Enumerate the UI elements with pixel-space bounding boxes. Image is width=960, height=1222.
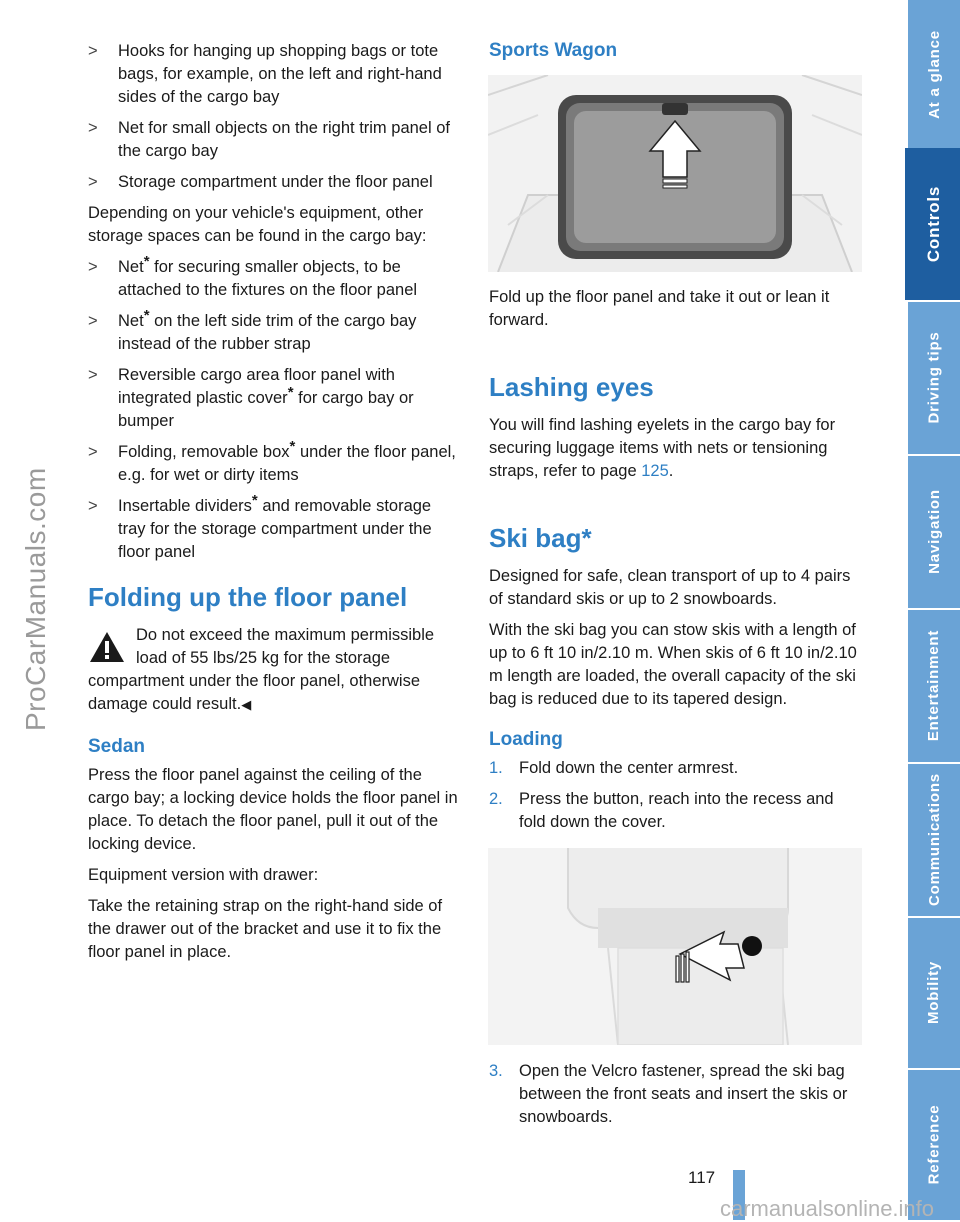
tab-label: Navigation [925, 488, 943, 574]
bullet-marker: > [88, 443, 98, 461]
chapter-sidebar [908, 0, 960, 1220]
end-mark: ◀ [241, 697, 252, 712]
bullet-marker: > [88, 258, 98, 276]
tab-at-a-glance[interactable] [908, 0, 960, 150]
bullet-text: Insertable dividers [118, 497, 252, 515]
left-column [88, 40, 463, 572]
page-number: 117 [688, 1168, 716, 1187]
warning-block [88, 624, 463, 716]
sedan-paragraph: Press the floor panel against the ceiling of the cargo bay; a locking device holds the floor panel in place. To detach the floor panel, pull it out of the locking device. [88, 766, 458, 853]
tab-label: Mobility [925, 960, 943, 1024]
bullet-text: Storage compartment under the floor panel [118, 173, 433, 191]
bullet-text: under the floor panel, e.g. for wet or dirty items [118, 443, 456, 484]
bullet-text: Folding, removable box [118, 443, 290, 461]
bullet-marker: > [88, 42, 98, 60]
optional-star: * [289, 438, 296, 455]
bullet-text: on the left side trim of the cargo bay instead of the rubber strap [118, 312, 417, 353]
bullet-marker: > [88, 497, 98, 515]
step-text: Press the button, reach into the recess and fold down the cover. [519, 790, 834, 831]
lashing-text: . [668, 462, 674, 480]
bullet-text: Reversible cargo area floor panel with integrated plastic cover [118, 366, 395, 407]
list-item [88, 253, 463, 302]
bullet-text: Net [118, 258, 144, 276]
bullet-text: and removable storage tray for the storage compartment under the floor panel [118, 497, 432, 561]
heading-sports-wagon: Sports Wagon [489, 40, 618, 61]
loading-steps [489, 757, 864, 842]
tab-navigation[interactable] [908, 454, 960, 610]
ski-paragraph: Designed for safe, clean transport of up to 4 pairs of standard skis or up to 2 snowboards. [489, 567, 851, 608]
bullet-text: for securing smaller objects, to be attached to the fixtures on the floor panel [118, 258, 418, 299]
ski-paragraph: With the ski bag you can stow skis with a length of up to 6 ft 10 in/2.10 m. When skis of 6 ft 10 in/2.10 m length are loaded, the overall capacity of the ski bag is reduced due to its tapered design. [489, 621, 857, 708]
warning-icon [88, 630, 126, 664]
bullet-text: for cargo bay or bumper [118, 389, 414, 430]
optional-star: * [251, 492, 258, 509]
optional-star: * [287, 384, 294, 401]
sedan-section [88, 764, 463, 972]
list-item [88, 307, 463, 356]
heading-lashing-eyes: Lashing eyes [489, 372, 654, 402]
tab-label: Entertainment [925, 629, 943, 741]
heading-folding-floor-panel: Folding up the floor panel [88, 582, 408, 612]
armrest-button-illustration [488, 848, 862, 1045]
tab-label: Driving tips [925, 330, 943, 424]
tab-label: Controls [924, 185, 944, 263]
bullet-text: Hooks for hanging up shopping bags or tote bags, for example, on the left and right-hand sides of the cargo bay [118, 42, 442, 106]
tab-label: Communications [925, 772, 943, 906]
step-item [489, 788, 864, 834]
step-number: 3. [489, 1062, 503, 1080]
heading-sedan: Sedan [88, 736, 146, 757]
step-text: Fold down the center armrest. [519, 759, 739, 777]
bullet-marker: > [88, 119, 98, 137]
tab-driving-tips[interactable] [908, 300, 960, 456]
tab-controls[interactable] [905, 148, 960, 302]
loading-steps-continued [489, 1060, 864, 1137]
tab-label: Reference [925, 1104, 943, 1184]
tab-entertainment[interactable] [908, 608, 960, 764]
lashing-text: You will find lashing eyelets in the cargo bay for securing luggage items with nets or tensioning straps, refer to page [489, 416, 836, 480]
bullet-marker: > [88, 173, 98, 191]
optional-star: * [143, 253, 150, 270]
page-reference-link[interactable]: 125 [641, 462, 669, 480]
bullet-marker: > [88, 312, 98, 330]
bullet-marker: > [88, 366, 98, 384]
step-number: 2. [489, 790, 503, 808]
heading-loading: Loading [489, 729, 563, 750]
lashing-paragraph [489, 414, 864, 483]
bullet-text: Net for small objects on the right trim panel of the cargo bay [118, 119, 450, 160]
tab-mobility[interactable] [908, 916, 960, 1070]
ski-section [489, 565, 864, 719]
wagon-caption: Fold up the floor panel and take it out or lean it forward. [489, 288, 830, 329]
sedan-paragraph: Take the retaining strap on the right-hand side of the drawer out of the bracket and use it to fix the floor panel in place. [88, 897, 443, 961]
side-watermark: ProCarManuals.com [20, 467, 51, 731]
step-text: Open the Velcro fastener, spread the ski bag between the front seats and insert the skis or snowboards. [519, 1062, 848, 1126]
list-item [88, 40, 463, 109]
optional-star: * [143, 307, 150, 324]
heading-ski-bag: Ski bag* [489, 523, 592, 553]
cargo-floor-panel-illustration [488, 75, 862, 272]
list-item [88, 117, 463, 163]
sedan-paragraph: Equipment version with drawer: [88, 866, 319, 884]
tab-label: At a glance [925, 29, 943, 119]
list-item [88, 438, 463, 487]
intro-paragraph: Depending on your vehicle's equipment, other storage spaces can be found in the cargo bay: [88, 204, 427, 245]
list-item [88, 492, 463, 564]
footer-watermark: carmanualsonline.info [720, 1196, 935, 1221]
list-item [88, 171, 463, 194]
warning-text: Do not exceed the maximum permissible load of 55 lbs/25 kg for the storage compartment under the floor panel, otherwise damage could result. [88, 626, 435, 713]
bullet-text: Net [118, 312, 144, 330]
step-item [489, 757, 864, 780]
tab-communications[interactable] [908, 762, 960, 918]
step-number: 1. [489, 759, 503, 777]
step-item [489, 1060, 864, 1129]
list-item [88, 364, 463, 433]
